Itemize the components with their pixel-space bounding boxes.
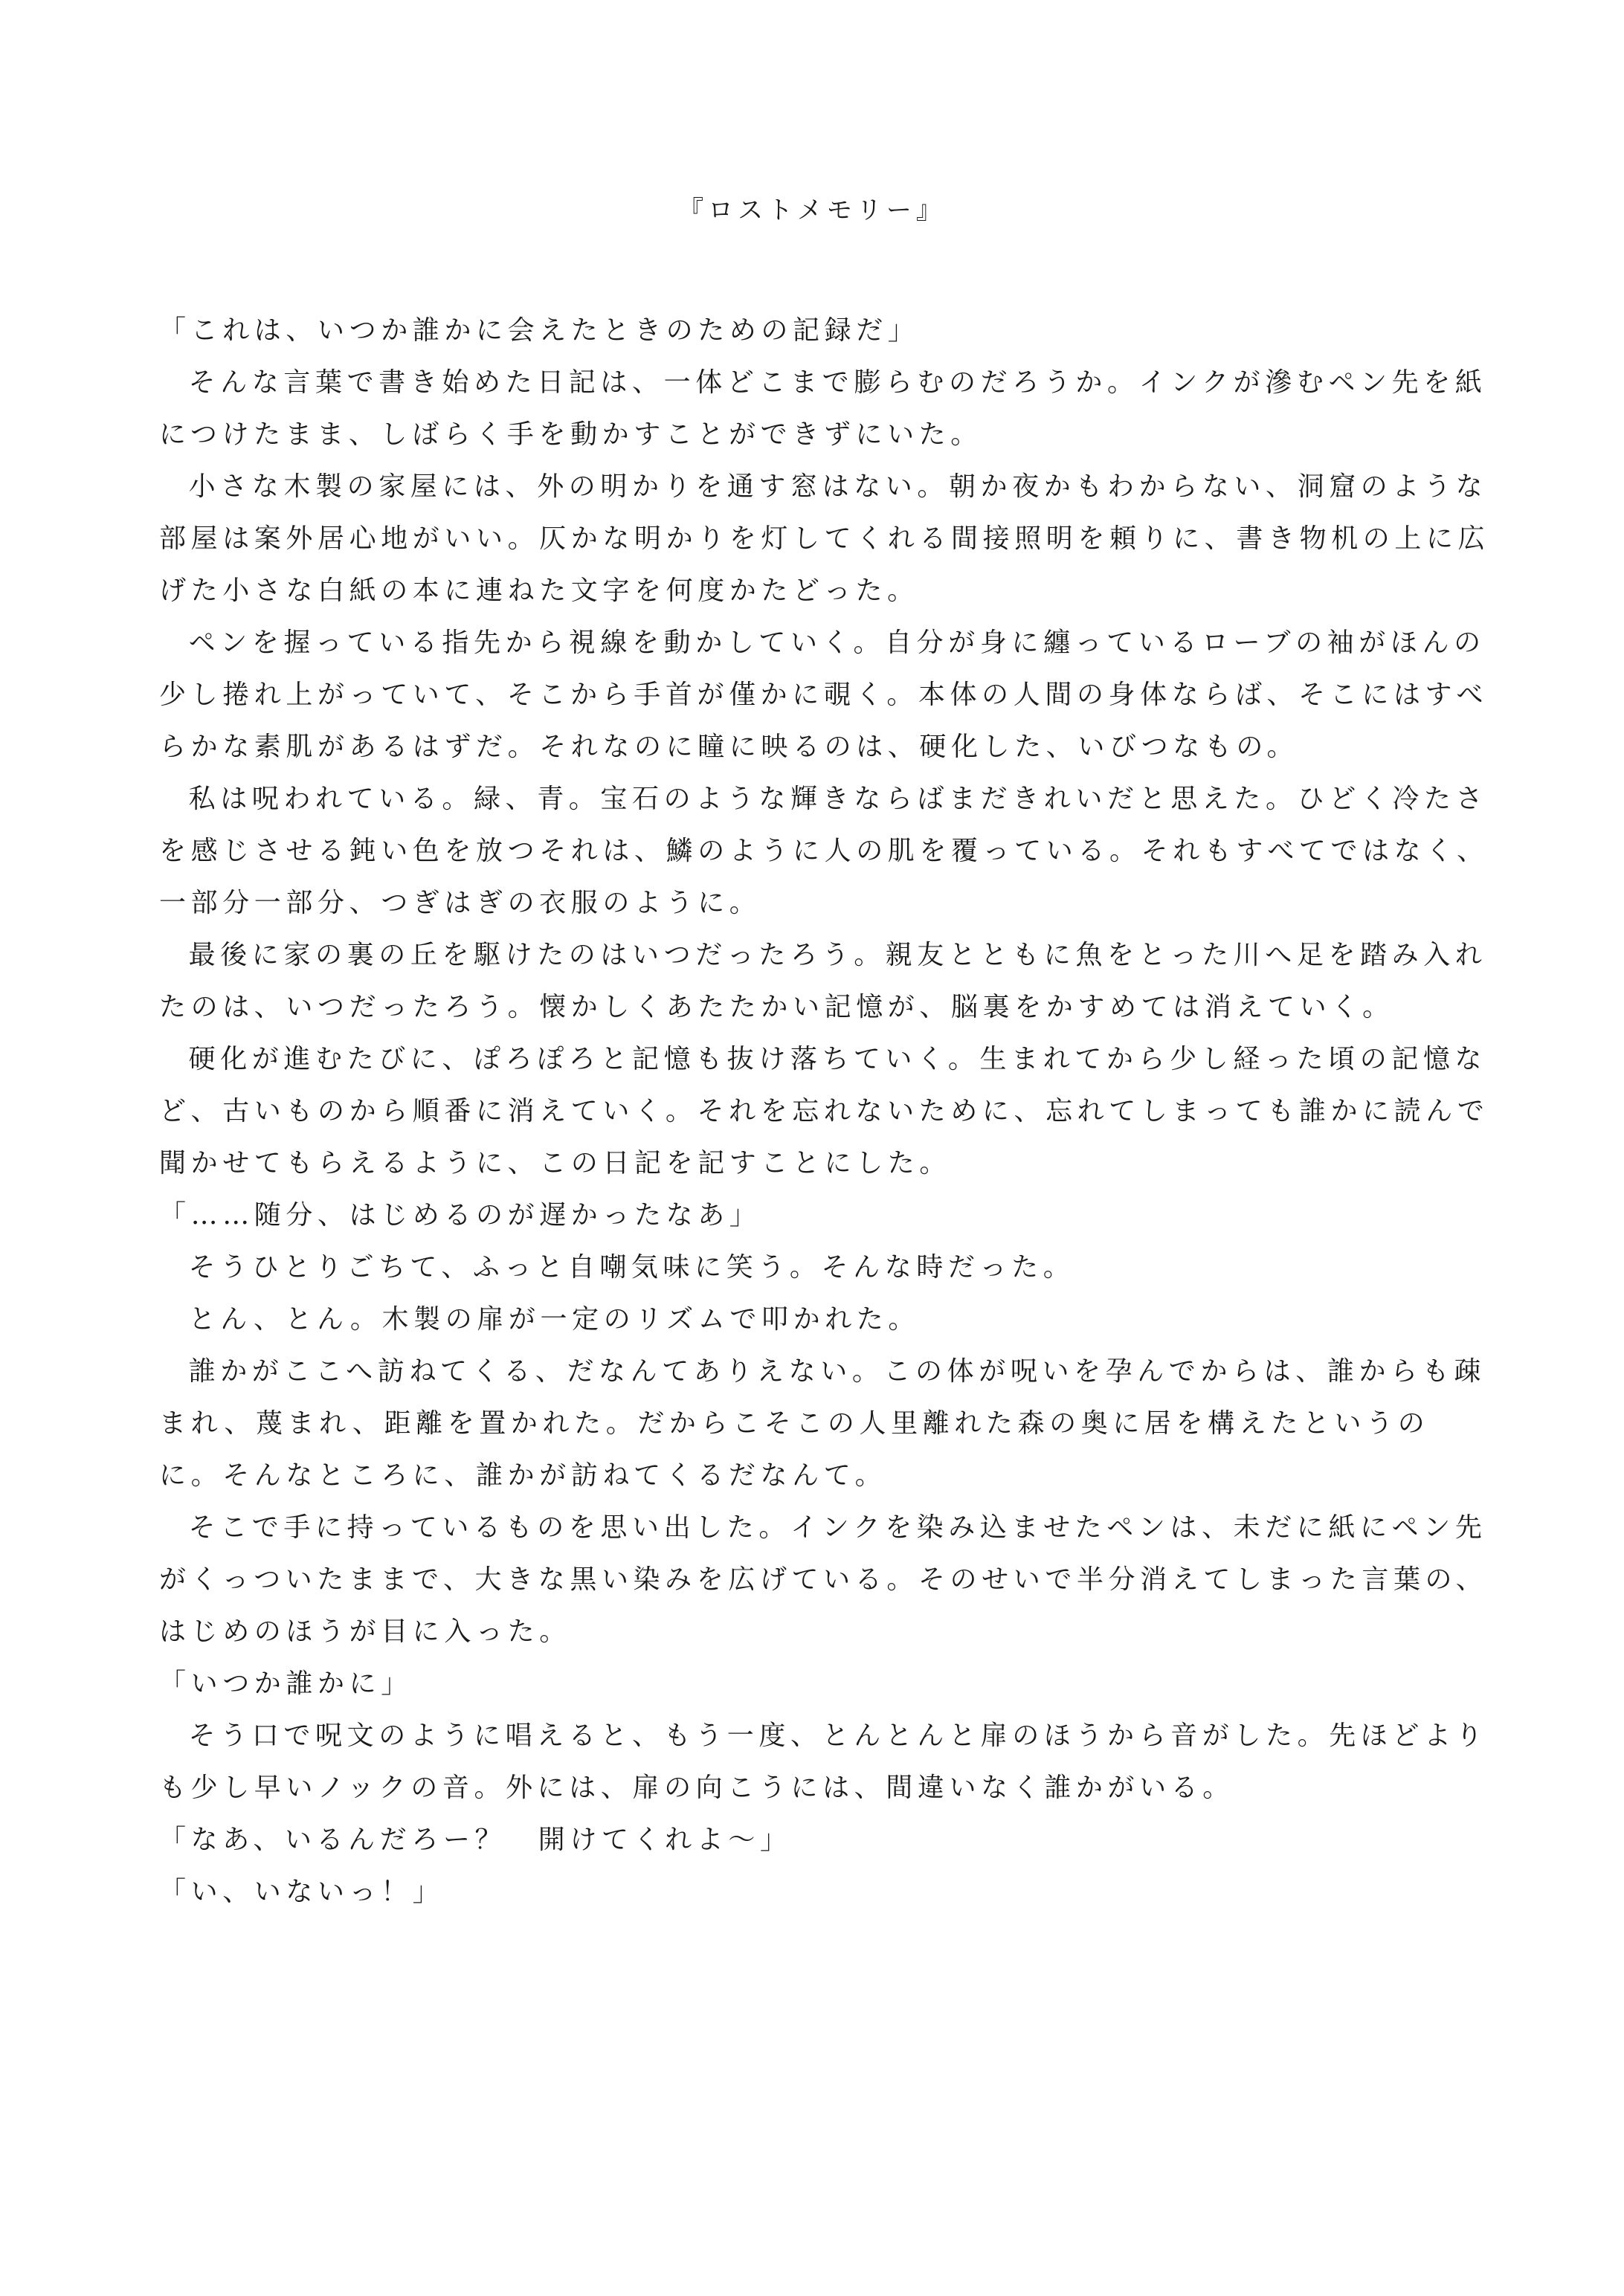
paragraph: そんな言葉で書き始めた日記は、一体どこまで膨らむのだろうか。インクが滲むペン先を紙につけたまま、しばらく手を動かすことができずにいた。 xyxy=(159,367,1487,450)
paragraph: 最後に家の裏の丘を駆けたのはいつだったろう。親友とともに魚をとった川へ足を踏み入れたのは、いつだったろう。懐かしくあたたかい記憶が、脳裏をかすめては消えていく。 xyxy=(159,940,1487,1022)
paragraph: 「い、いないっ！」 xyxy=(159,1877,445,1907)
document-title: 『ロストメモリー』 xyxy=(678,196,946,225)
paragraph: 私は呪われている。緑、青。宝石のような輝きならばまだきれいだと思えた。ひどく冷たさを感じさせる鈍い色を放つそれは、鱗のように人の肌を覆っている。それもすべてではなく、一部分一部分、つぎはぎの衣服のように。 xyxy=(159,784,1489,918)
paragraph: 「……随分、はじめるのが遅かったなあ」 xyxy=(159,1200,761,1231)
paragraph: 硬化が進むたびに、ぽろぽろと記憶も抜け落ちていく。生まれてから少し経った頃の記憶など、古いものから順番に消えていく。それを忘れないために、忘れてしまっても誰かに読んで聞かせてもらえるように、この日記を記すことにした。 xyxy=(159,1044,1489,1178)
paragraph: とん、とん。木製の扉が一定のリズムで叩かれた。 xyxy=(188,1304,920,1335)
paragraph: ペンを握っている指先から視線を動かしていく。自分が身に纏っているローブの袖がほんの少し捲れ上がっていて、そこから手首が僅かに覗く。本体の人間の身体ならば、そこにはすべらかな素肌があるはずだ。それなのに瞳に映るのは、硬化した、いびつなもの。 xyxy=(159,628,1489,762)
paragraph: そう口で呪文のように唱えると、もう一度、とんとんと扉のほうから音がした。先ほどよりも少し早いノックの音。外には、扉の向こうには、間違いなく誰かがいる。 xyxy=(159,1721,1488,1803)
paragraph: 「なあ、いるんだろー？ 開けてくれよ～」 xyxy=(159,1825,792,1855)
paragraph: そこで手に持っているものを思い出した。インクを染み込ませたペンは、未だに紙にペン先がくっついたままで、大きな黒い染みを広げている。そのせいで半分消えてしまった言葉の、はじめのほうが目に入った。 xyxy=(159,1512,1488,1647)
paragraph: 「これは、いつか誰かに会えたときのための記録だ」 xyxy=(159,315,920,346)
paragraph: 「いつか誰かに」 xyxy=(159,1668,413,1699)
paragraph: 誰かがここへ訪ねてくる、だなんてありえない。この体が呪いを孕んでからは、誰からも疎まれ、蔑まれ、距離を置かれた。だからこそこの人里離れた森の奥に居を構えたというのに。そんなところに、誰かが訪ねてくるだなんて。 xyxy=(159,1356,1486,1491)
document-body xyxy=(159,305,1490,1918)
paragraph: そうひとりごちて、ふっと自嘲気味に笑う。そんな時だった。 xyxy=(188,1252,1075,1283)
paragraph: 小さな木製の家屋には、外の明かりを通す窓はない。朝か夜かもわからない、洞窟のような部屋は案外居心地がいい。仄かな明かりを灯してくれる間接照明を頼りに、書き物机の上に広げた小さな白紙の本に連ねた文字を何度かたどった。 xyxy=(159,471,1490,606)
